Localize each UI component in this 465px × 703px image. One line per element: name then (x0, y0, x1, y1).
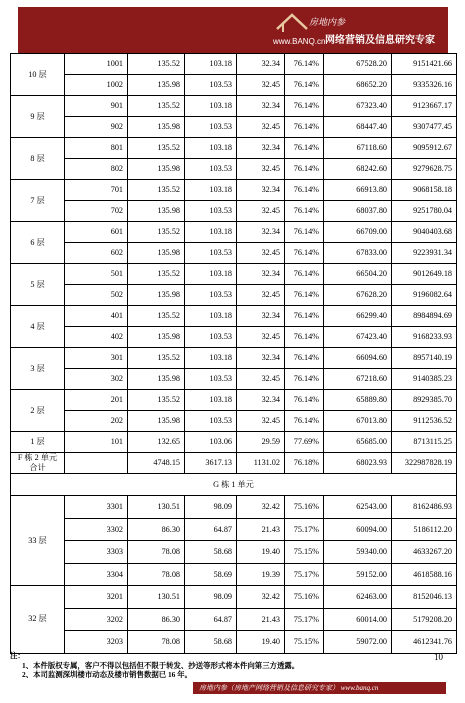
table-cell: 103.53 (185, 75, 237, 96)
table-cell: 66913.80 (324, 180, 392, 201)
table-row (11, 327, 457, 348)
unit-number: 302 (65, 369, 128, 390)
table-cell: 59340.00 (324, 541, 392, 564)
table-cell: 135.98 (128, 75, 185, 96)
floor-label: 33 层 (11, 496, 65, 586)
table-cell: 103.53 (185, 201, 237, 222)
brand-logo (265, 9, 440, 51)
table-cell: 8713115.25 (392, 432, 457, 453)
table-cell: 76.14% (285, 285, 324, 306)
table-cell: 67423.40 (324, 327, 392, 348)
page-number: 10 (434, 652, 443, 662)
table-cell: 67528.20 (324, 54, 392, 75)
table-cell: 9012649.18 (392, 264, 457, 285)
total-cell: 4748.15 (128, 453, 185, 474)
floor-label: 6 层 (11, 222, 65, 264)
table-cell: 4612341.76 (392, 631, 457, 654)
table-row (11, 285, 457, 306)
table-cell: 9151421.66 (392, 54, 457, 75)
table-cell: 58.69 (185, 563, 237, 586)
table-row (11, 586, 457, 609)
table-cell: 9068158.18 (392, 180, 457, 201)
table-cell: 59072.00 (324, 631, 392, 654)
table-row (11, 348, 457, 369)
table-cell: 135.52 (128, 348, 185, 369)
table-cell: 67323.40 (324, 96, 392, 117)
table-cell: 76.14% (285, 411, 324, 432)
table-cell: 19.40 (237, 541, 285, 564)
table-cell: 64.87 (185, 608, 237, 631)
table-cell: 66709.00 (324, 222, 392, 243)
building-g-rows (11, 496, 457, 654)
table-cell: 78.08 (128, 541, 185, 564)
table-cell: 32.42 (237, 586, 285, 609)
table-cell: 68652.20 (324, 75, 392, 96)
table-cell: 135.52 (128, 264, 185, 285)
table-cell: 9279628.75 (392, 159, 457, 180)
floor-label: 1 层 (11, 432, 65, 453)
table-cell: 76.14% (285, 348, 324, 369)
table-cell: 103.53 (185, 243, 237, 264)
table-cell: 75.15% (285, 541, 324, 564)
table-cell: 32.45 (237, 369, 285, 390)
unit-number: 601 (65, 222, 128, 243)
table-cell: 9168233.93 (392, 327, 457, 348)
table-cell: 68242.60 (324, 159, 392, 180)
table-cell: 29.59 (237, 432, 285, 453)
table-cell: 103.18 (185, 54, 237, 75)
brand-name: 房地内参 (309, 17, 346, 27)
table-row (11, 54, 457, 75)
table-cell: 32.42 (237, 496, 285, 519)
table-cell: 130.51 (128, 586, 185, 609)
table-cell: 32.34 (237, 138, 285, 159)
table-cell: 103.53 (185, 411, 237, 432)
table-cell: 75.17% (285, 518, 324, 541)
table-cell: 76.14% (285, 54, 324, 75)
total-cell (65, 453, 128, 474)
table-cell: 9196082.64 (392, 285, 457, 306)
table-cell: 103.53 (185, 285, 237, 306)
table-cell: 103.18 (185, 348, 237, 369)
footer-banner: 房地内参（房地产网络营销及信息研究专家） www.banq.cn (193, 682, 446, 694)
table-cell: 76.14% (285, 390, 324, 411)
table-cell: 78.08 (128, 563, 185, 586)
table-cell: 9112536.52 (392, 411, 457, 432)
table-cell: 67218.60 (324, 369, 392, 390)
table-cell: 9040403.68 (392, 222, 457, 243)
sales-table (10, 53, 457, 654)
total-label-line1: F 栋 2 单元 (17, 453, 58, 462)
table-cell: 135.52 (128, 222, 185, 243)
table-cell: 76.14% (285, 75, 324, 96)
brand-site: www.BANQ.cn (273, 37, 326, 46)
floor-label: 2 层 (11, 390, 65, 432)
table-cell: 65889.80 (324, 390, 392, 411)
notes-title: 注： (10, 651, 25, 660)
table-cell: 68037.80 (324, 201, 392, 222)
table-cell: 135.98 (128, 243, 185, 264)
table-cell: 9140385.23 (392, 369, 457, 390)
table-cell: 76.14% (285, 327, 324, 348)
table-row (11, 222, 457, 243)
table-cell: 62543.00 (324, 496, 392, 519)
unit-number: 502 (65, 285, 128, 306)
unit-number: 1002 (65, 75, 128, 96)
table-cell: 103.53 (185, 159, 237, 180)
brand-slogan: 网络营销及信息研究专家 (325, 35, 435, 46)
unit-number: 901 (65, 96, 128, 117)
unit-number: 602 (65, 243, 128, 264)
table-row (11, 390, 457, 411)
table-cell: 75.17% (285, 563, 324, 586)
table-cell: 60014.00 (324, 608, 392, 631)
table-cell: 75.16% (285, 586, 324, 609)
table-cell: 76.14% (285, 96, 324, 117)
table-cell: 21.43 (237, 608, 285, 631)
table-cell: 62463.00 (324, 586, 392, 609)
table-cell: 68447.40 (324, 117, 392, 138)
unit-number: 3303 (65, 541, 128, 564)
table-row (11, 432, 457, 453)
table-cell: 60094.00 (324, 518, 392, 541)
table-row (11, 117, 457, 138)
house-roof-icon (275, 11, 309, 33)
table-cell: 9095912.67 (392, 138, 457, 159)
table-cell: 135.52 (128, 180, 185, 201)
table-cell: 32.45 (237, 327, 285, 348)
table-cell: 65685.00 (324, 432, 392, 453)
table-cell: 86.30 (128, 518, 185, 541)
table-cell: 135.98 (128, 285, 185, 306)
table-cell: 32.34 (237, 306, 285, 327)
note-line-2: 2、本司监测深圳楼市动态及楼市销售数据已 16 年。 (22, 670, 192, 679)
table-cell: 103.53 (185, 327, 237, 348)
building-f-rows (11, 54, 457, 453)
table-cell: 76.14% (285, 369, 324, 390)
table-cell: 135.98 (128, 117, 185, 138)
table-cell: 9123667.17 (392, 96, 457, 117)
unit-number: 202 (65, 411, 128, 432)
floor-label: 9 层 (11, 96, 65, 138)
table-cell: 8957140.19 (392, 348, 457, 369)
total-cell: 3617.13 (185, 453, 237, 474)
table-cell: 32.45 (237, 201, 285, 222)
table-cell: 135.52 (128, 96, 185, 117)
total-row (11, 453, 457, 474)
table-cell: 32.34 (237, 348, 285, 369)
unit-number: 3202 (65, 608, 128, 631)
table-cell: 86.30 (128, 608, 185, 631)
table-cell: 135.52 (128, 54, 185, 75)
table-row (11, 159, 457, 180)
table-cell: 9223931.34 (392, 243, 457, 264)
unit-number: 3301 (65, 496, 128, 519)
table-cell: 77.69% (285, 432, 324, 453)
table-cell: 76.14% (285, 201, 324, 222)
unit-number: 201 (65, 390, 128, 411)
table-cell: 76.14% (285, 117, 324, 138)
table-row (11, 541, 457, 564)
table-row (11, 563, 457, 586)
unit-number: 401 (65, 306, 128, 327)
table-cell: 103.18 (185, 390, 237, 411)
table-cell: 32.45 (237, 75, 285, 96)
unit-number: 402 (65, 327, 128, 348)
unit-number: 801 (65, 138, 128, 159)
table-cell: 64.87 (185, 518, 237, 541)
table-cell: 76.14% (285, 138, 324, 159)
table-cell: 98.09 (185, 586, 237, 609)
table-cell: 75.15% (285, 631, 324, 654)
unit-number: 702 (65, 201, 128, 222)
table-cell: 76.14% (285, 180, 324, 201)
table-row (11, 75, 457, 96)
unit-number: 3201 (65, 586, 128, 609)
table-cell: 98.09 (185, 496, 237, 519)
table-cell: 67013.80 (324, 411, 392, 432)
table-cell: 32.45 (237, 285, 285, 306)
table-cell: 4633267.20 (392, 541, 457, 564)
table-cell: 135.98 (128, 369, 185, 390)
table-cell: 32.34 (237, 222, 285, 243)
table-row (11, 264, 457, 285)
table-cell: 4618588.16 (392, 563, 457, 586)
table-cell: 103.18 (185, 180, 237, 201)
table-cell: 21.43 (237, 518, 285, 541)
total-cell: 76.18% (285, 453, 324, 474)
table-cell: 135.52 (128, 390, 185, 411)
unit-number: 501 (65, 264, 128, 285)
table-row (11, 180, 457, 201)
floor-label: 3 层 (11, 348, 65, 390)
table-cell: 135.52 (128, 306, 185, 327)
table-cell: 5179208.20 (392, 608, 457, 631)
table-cell: 103.18 (185, 138, 237, 159)
table-cell: 8152046.13 (392, 586, 457, 609)
table-cell: 75.17% (285, 608, 324, 631)
table-cell: 135.98 (128, 201, 185, 222)
table-cell: 103.18 (185, 222, 237, 243)
table-cell: 58.68 (185, 631, 237, 654)
table-cell: 32.34 (237, 54, 285, 75)
unit-number: 301 (65, 348, 128, 369)
table-cell: 8162486.93 (392, 496, 457, 519)
table-cell: 130.51 (128, 496, 185, 519)
table-row (11, 631, 457, 654)
table-cell: 5186112.20 (392, 518, 457, 541)
table-cell: 66094.60 (324, 348, 392, 369)
total-cell: 68023.93 (324, 453, 392, 474)
total-cell: 322987828.19 (392, 453, 457, 474)
floor-label: 8 层 (11, 138, 65, 180)
floor-label: 4 层 (11, 306, 65, 348)
table-row (11, 411, 457, 432)
table-cell: 76.14% (285, 243, 324, 264)
table-cell: 103.18 (185, 264, 237, 285)
table-cell: 135.98 (128, 411, 185, 432)
total-section (11, 453, 457, 496)
table-cell: 132.65 (128, 432, 185, 453)
table-cell: 32.45 (237, 159, 285, 180)
notes (10, 651, 456, 680)
floor-label: 5 层 (11, 264, 65, 306)
floor-label: 7 层 (11, 180, 65, 222)
table-cell: 76.14% (285, 264, 324, 285)
table-cell: 103.53 (185, 117, 237, 138)
table-row (11, 518, 457, 541)
table-cell: 103.18 (185, 96, 237, 117)
table-cell: 32.45 (237, 117, 285, 138)
table-cell: 103.18 (185, 306, 237, 327)
unit-number: 3302 (65, 518, 128, 541)
table-cell: 135.98 (128, 327, 185, 348)
table-cell: 67628.20 (324, 285, 392, 306)
table-cell: 32.45 (237, 411, 285, 432)
floor-label: 32 层 (11, 586, 65, 654)
note-line-1: 1、本件版权专属，客户不得以包括但不限于转发、抄送等形式将本件向第三方透露。 (22, 660, 300, 670)
total-cell: 1131.02 (237, 453, 285, 474)
table-cell: 76.14% (285, 159, 324, 180)
unit-number: 802 (65, 159, 128, 180)
table-row (11, 496, 457, 519)
unit-number: 701 (65, 180, 128, 201)
table-cell: 9307477.45 (392, 117, 457, 138)
floor-label: 10 层 (11, 54, 65, 96)
unit-number: 3203 (65, 631, 128, 654)
table-cell: 103.06 (185, 432, 237, 453)
table-row (11, 138, 457, 159)
table-cell: 19.40 (237, 631, 285, 654)
table-cell: 67118.60 (324, 138, 392, 159)
table-row (11, 306, 457, 327)
table-cell: 8929385.70 (392, 390, 457, 411)
total-label-line2: 合计 (29, 463, 46, 472)
unit-number: 902 (65, 117, 128, 138)
unit-number: 3304 (65, 563, 128, 586)
building-g-title: G 栋 1 单元 (11, 474, 457, 496)
building-g-title-row (11, 474, 457, 496)
table-cell: 135.52 (128, 138, 185, 159)
table-cell: 32.34 (237, 96, 285, 117)
table-cell: 67833.00 (324, 243, 392, 264)
table-cell: 58.68 (185, 541, 237, 564)
table-cell: 103.53 (185, 369, 237, 390)
table-cell: 32.34 (237, 180, 285, 201)
table-cell: 78.08 (128, 631, 185, 654)
table-row (11, 243, 457, 264)
table-cell: 59152.00 (324, 563, 392, 586)
table-cell: 76.14% (285, 222, 324, 243)
table-cell: 75.16% (285, 496, 324, 519)
table-cell: 8984894.69 (392, 306, 457, 327)
table-row (11, 96, 457, 117)
table-cell: 66504.20 (324, 264, 392, 285)
table-cell: 19.39 (237, 563, 285, 586)
table-cell: 9251780.04 (392, 201, 457, 222)
table-cell: 9335326.16 (392, 75, 457, 96)
header-banner (18, 7, 448, 53)
table-cell: 32.34 (237, 390, 285, 411)
table-cell: 32.34 (237, 264, 285, 285)
table-cell: 135.98 (128, 159, 185, 180)
table-cell: 66299.40 (324, 306, 392, 327)
unit-number: 101 (65, 432, 128, 453)
table-row (11, 608, 457, 631)
table-row (11, 369, 457, 390)
table-row (11, 201, 457, 222)
table-cell: 32.45 (237, 243, 285, 264)
table-cell: 76.14% (285, 306, 324, 327)
unit-number: 1001 (65, 54, 128, 75)
total-label (11, 453, 65, 474)
